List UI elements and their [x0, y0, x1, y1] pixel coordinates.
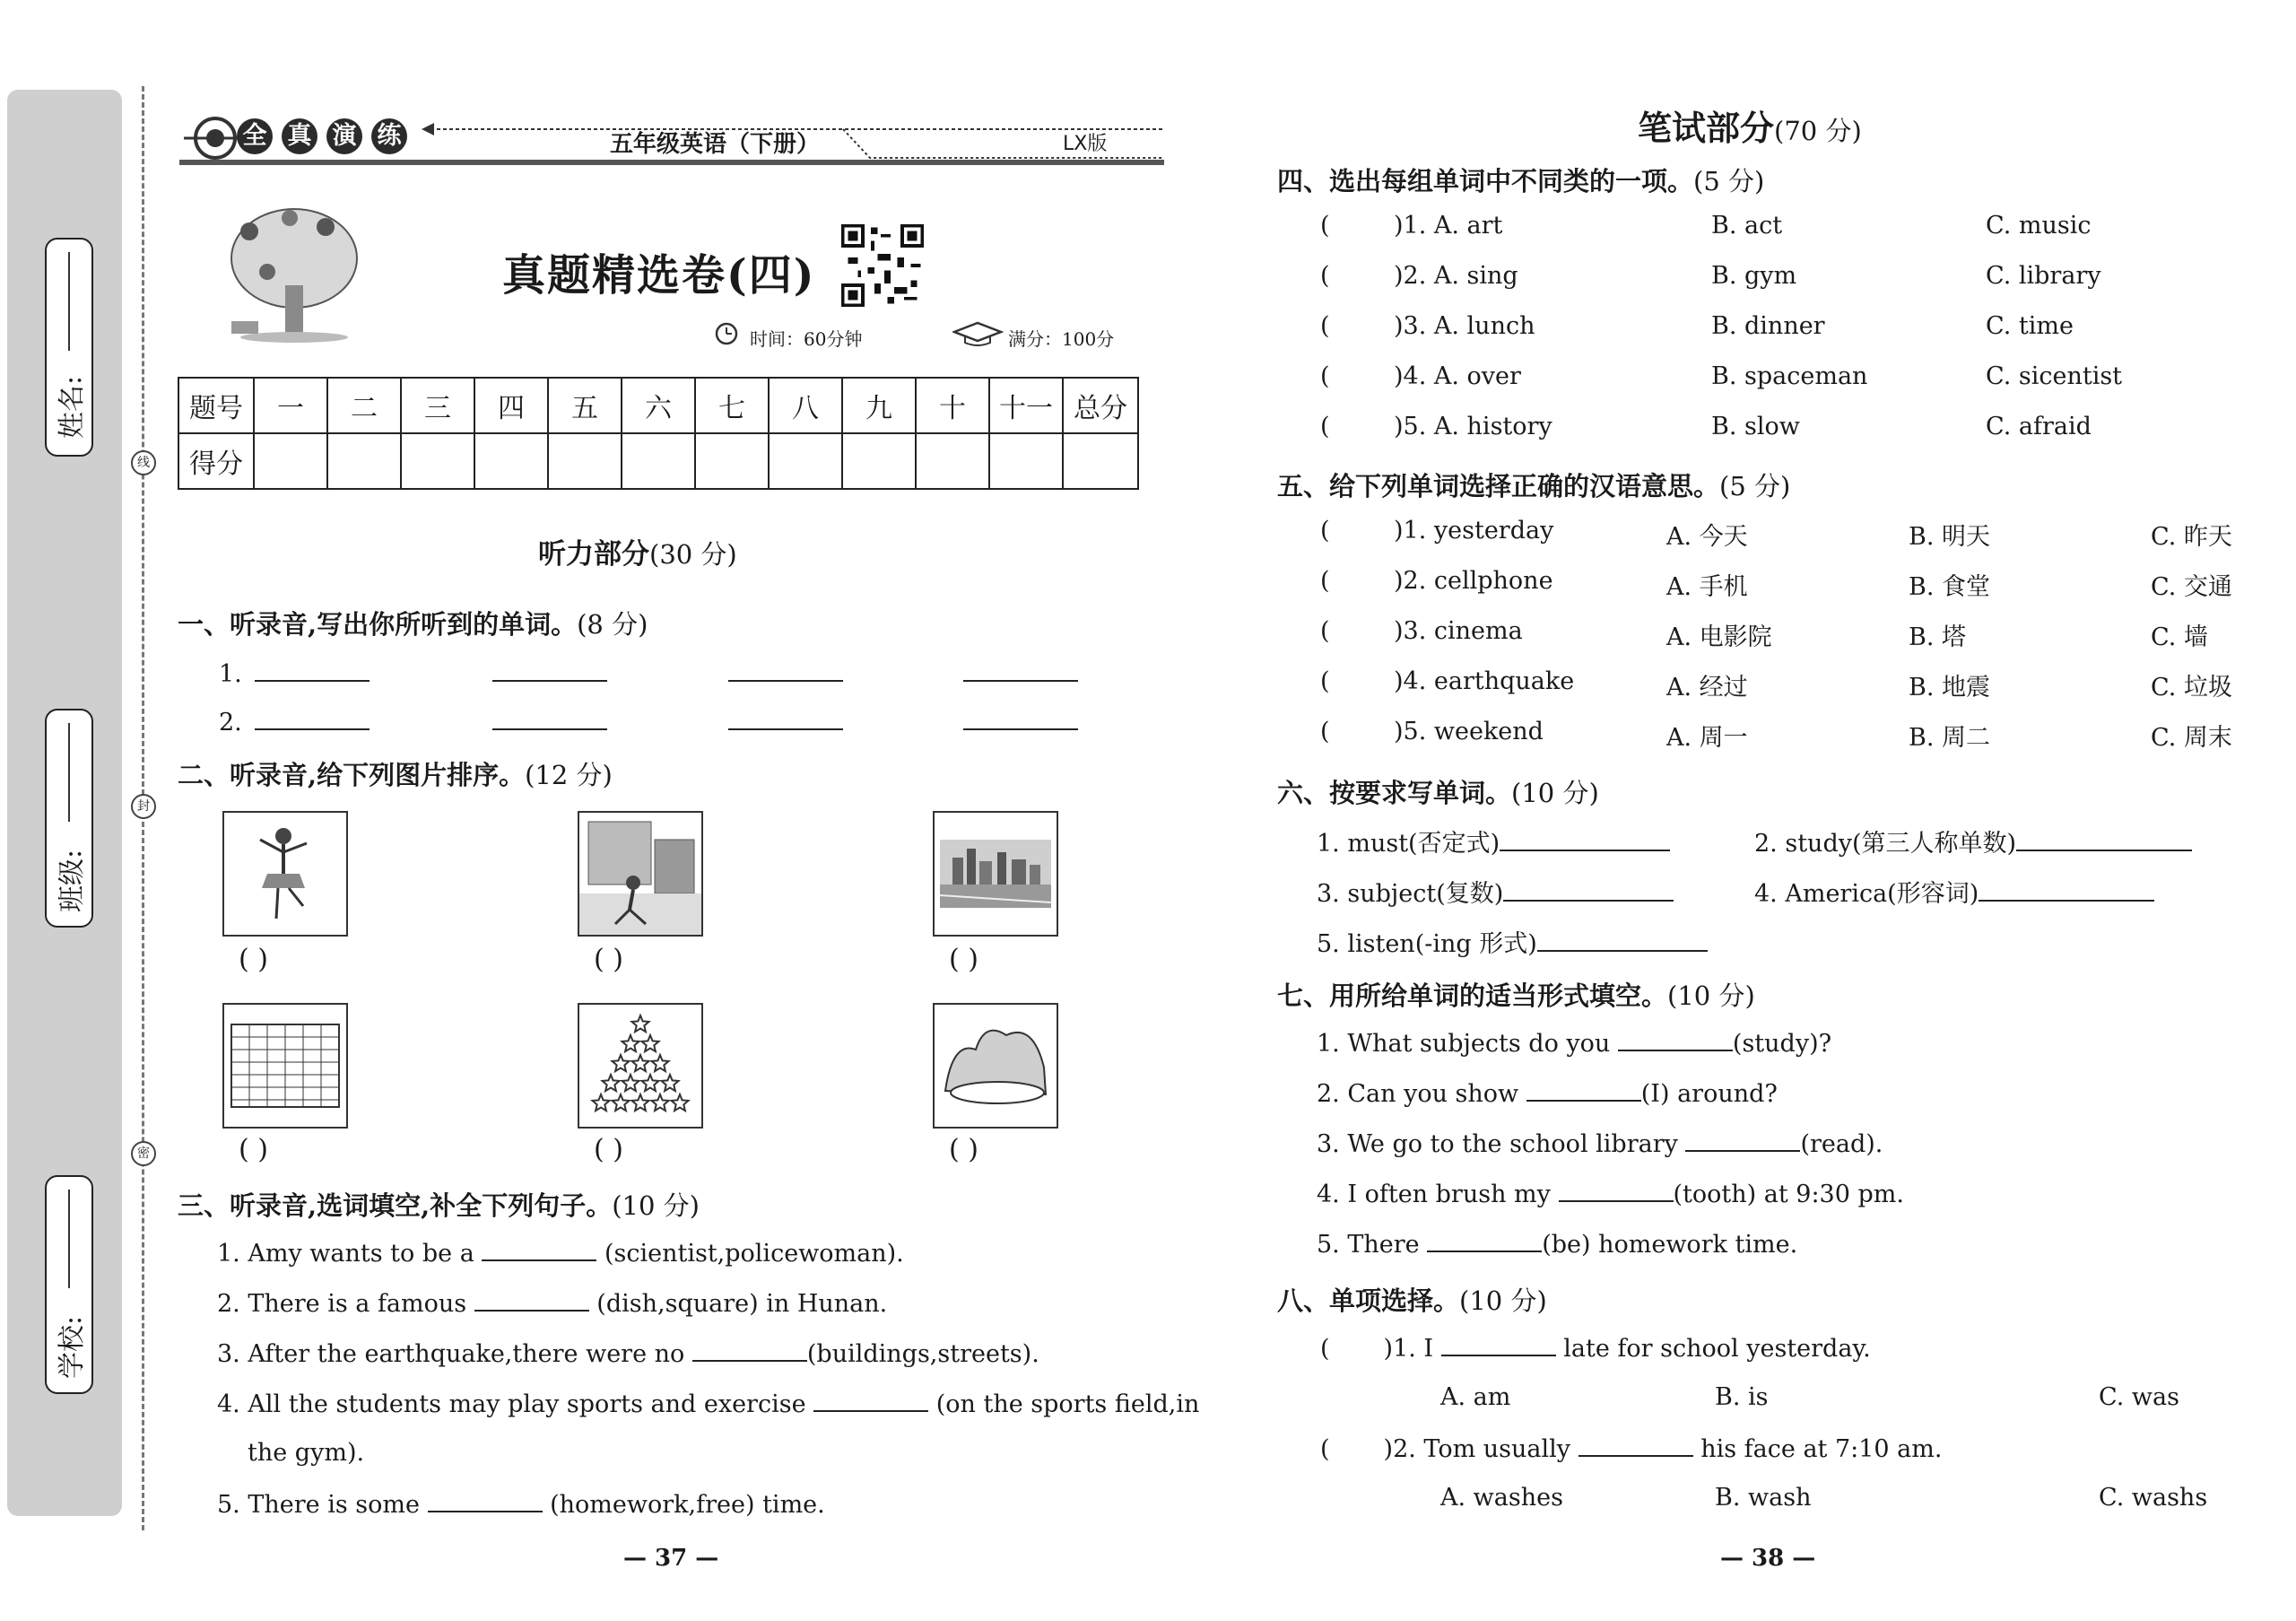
q7-text: 3. We go to the school library [1317, 1130, 1686, 1158]
q3-item-2 [217, 1288, 887, 1318]
star-shape [642, 1075, 659, 1091]
answer-blank[interactable] [428, 1489, 543, 1512]
answer-blank[interactable] [2016, 828, 2192, 851]
answer-blank[interactable] [1441, 1333, 1556, 1356]
q8-text: late for school yesterday. [1555, 1335, 1871, 1363]
q1-title [178, 605, 648, 641]
answer-blank[interactable] [474, 1288, 589, 1312]
q3-text: (homework,free) time. [542, 1491, 825, 1519]
full-score-label: 满分：100分 [1008, 328, 1115, 350]
writing-section-title [1638, 100, 1862, 150]
score-cell[interactable] [327, 433, 401, 489]
answer-blank[interactable] [1578, 1434, 1693, 1457]
answer-blank[interactable] [1618, 1028, 1733, 1051]
target-icon [179, 106, 242, 167]
q8-title [1277, 1281, 1547, 1318]
q6-item-1 [1317, 824, 1670, 858]
q5-item-stem: )2. cellphone [1394, 567, 1553, 595]
q5-option-a: A. 经过 [1666, 674, 1748, 702]
clock-icon [714, 321, 744, 346]
q1-row-2 [219, 707, 1078, 736]
answer-blank[interactable] [963, 707, 1078, 730]
ballet-dancer-icon [222, 811, 348, 937]
score-header: 五 [548, 378, 622, 433]
q7-text: (study)? [1732, 1030, 1832, 1058]
cut-mark-line: 线 [131, 450, 156, 475]
q3-item-4 [217, 1389, 1199, 1418]
q6-item-4 [1754, 874, 2154, 909]
answer-blank[interactable] [492, 658, 607, 682]
answer-blank[interactable] [492, 707, 607, 730]
q6-text: 5. listen(-ing 形式) [1317, 930, 1537, 958]
class-label: 班级: [57, 849, 88, 912]
q7-text: 2. Can you show [1317, 1080, 1526, 1108]
answer-paren[interactable]: ( [1320, 362, 1330, 390]
q3-text: 5. There is some [217, 1491, 428, 1519]
answer-paren[interactable]: ( [1320, 617, 1330, 645]
q7-text: (read). [1800, 1130, 1883, 1158]
answer-paren[interactable]: ( [1320, 517, 1330, 545]
q8-title-text: 八、单项选择。 [1277, 1285, 1460, 1316]
listening-title: 听力部分 [538, 538, 649, 571]
page-number-left: — 37 — [623, 1545, 719, 1572]
q5-title-text: 五、给下列单词选择正确的汉语意思。 [1277, 471, 1720, 501]
answer-paren[interactable]: ( [1320, 262, 1330, 290]
answer-blank[interactable] [1427, 1229, 1542, 1252]
brand-char-2: 真 [282, 118, 317, 154]
score-table-score-row [178, 433, 1138, 489]
q5-option-c: C. 垃圾 [2151, 674, 2232, 702]
q6-item-2 [1754, 824, 2192, 858]
q1-row-1 [219, 658, 1078, 688]
q8-text: )2. Tom usually [1383, 1435, 1578, 1463]
city-skyline-icon [933, 811, 1058, 937]
q4-title [1277, 161, 1764, 198]
q8-item-1 [1320, 1333, 1871, 1363]
score-cell[interactable] [401, 433, 474, 489]
score-table [178, 377, 1139, 490]
q7-title [1277, 976, 1755, 1013]
answer-paren[interactable]: ( ) [239, 944, 268, 975]
answer-blank[interactable] [482, 1238, 596, 1261]
q8-option-2a: A. washes [1440, 1484, 1563, 1512]
q5-option-b: B. 明天 [1909, 523, 1991, 551]
q4-item-stem: )3. A. lunch [1394, 312, 1535, 340]
q8-option-1a: A. am [1440, 1383, 1511, 1411]
header-rule [179, 160, 1164, 165]
qr-code-icon[interactable] [841, 224, 924, 307]
class-field-box[interactable] [45, 709, 93, 928]
q8-points: (10 分) [1459, 1285, 1547, 1316]
q4-item-stem: )5. A. history [1394, 413, 1552, 440]
cut-mark-secret: 密 [131, 1141, 156, 1166]
q8-item-2 [1320, 1434, 1942, 1463]
q3-text: 1. Amy wants to be a [217, 1240, 483, 1268]
brand-char-1: 全 [237, 118, 273, 154]
q6-text: 2. study(第三人称单数) [1754, 830, 2017, 858]
q5-option-c: C. 交通 [2151, 573, 2232, 601]
answer-paren[interactable]: ( [1320, 567, 1330, 595]
q4-option-c: C. library [1986, 262, 2101, 290]
answer-paren[interactable]: ( [1320, 212, 1330, 240]
q4-option-c: C. music [1986, 212, 2092, 240]
answer-blank[interactable] [255, 658, 370, 682]
answer-blank[interactable] [1526, 1078, 1641, 1102]
score-cell[interactable] [695, 433, 769, 489]
q3-item-5 [217, 1489, 825, 1519]
page-number-right: — 38 — [1720, 1545, 1816, 1572]
answer-blank[interactable] [1559, 1179, 1674, 1202]
q6-points: (10 分) [1511, 778, 1599, 808]
q6-item-5 [1317, 924, 1708, 959]
q3-text: (scientist,policewoman). [596, 1240, 904, 1268]
q4-item-stem: )4. A. over [1394, 362, 1521, 390]
q2-title-text: 二、听录音,给下列图片排序。 [178, 760, 526, 790]
q5-option-b: B. 塔 [1909, 623, 1967, 651]
q3-text: 4. All the students may play sports and exercise [217, 1390, 814, 1418]
q8-text: his face at 7:10 am. [1692, 1435, 1943, 1463]
q3-item-4-cont [248, 1439, 364, 1467]
q5-option-b: B. 地震 [1909, 674, 1991, 702]
answer-paren[interactable]: ( ) [949, 1134, 978, 1165]
listening-section-title [538, 531, 737, 571]
score-cell[interactable] [622, 433, 695, 489]
answer-blank[interactable] [692, 1338, 807, 1362]
q6-text: 3. subject(复数) [1317, 880, 1504, 908]
q6-text: 4. America(形容词) [1754, 880, 1979, 908]
q8-option-1b: B. is [1715, 1383, 1769, 1411]
q5-item-stem: )5. weekend [1394, 718, 1544, 745]
q5-item-stem: )3. cinema [1394, 617, 1523, 645]
tree-with-kids-icon [213, 196, 366, 344]
q5-option-c: C. 周末 [2151, 724, 2232, 752]
q5-option-c: C. 昨天 [2151, 523, 2232, 551]
score-header: 十 [916, 378, 989, 433]
answer-blank[interactable] [1503, 878, 1674, 902]
star-shape [672, 1094, 689, 1111]
q8-option-2b: B. wash [1715, 1484, 1812, 1512]
q1-row-label: 1. [219, 660, 242, 688]
score-header: 六 [622, 378, 695, 433]
q3-title-text: 三、听录音,选词填空,补全下列句子。 [178, 1190, 613, 1221]
timetable-icon [222, 1003, 348, 1129]
q5-option-a: A. 手机 [1666, 573, 1748, 601]
score-cell[interactable] [548, 433, 622, 489]
q3-item-3 [217, 1338, 1039, 1368]
q7-title-text: 七、用所给单词的适当形式填空。 [1277, 980, 1668, 1011]
name-field-box[interactable] [45, 238, 93, 457]
score-header: 一 [254, 378, 327, 433]
q4-option-b: B. act [1711, 212, 1783, 240]
score-cell[interactable] [1063, 433, 1138, 489]
writing-title: 笔试部分 [1638, 108, 1775, 148]
star-pyramid-icon [578, 1003, 703, 1129]
score-header: 九 [842, 378, 916, 433]
score-header: 七 [695, 378, 769, 433]
q6-item-3 [1317, 874, 1674, 909]
score-cell[interactable] [916, 433, 989, 489]
writing-points: (70 分) [1774, 116, 1862, 146]
q4-item-stem: )1. A. art [1394, 212, 1503, 240]
score-header: 题号 [178, 378, 254, 433]
score-header: 总分 [1063, 378, 1138, 433]
answer-blank[interactable] [813, 1389, 928, 1412]
grade-label: 五年级英语（下册） [610, 131, 821, 158]
q4-points: (5 分) [1693, 166, 1765, 196]
graduation-cap-icon [952, 321, 1006, 346]
q7-text: 5. There [1317, 1231, 1428, 1259]
q3-text: (buildings,streets). [806, 1340, 1039, 1368]
q2-points: (12 分) [525, 760, 613, 790]
q5-option-b: B. 食堂 [1909, 573, 1991, 601]
q7-item-4 [1317, 1179, 1904, 1208]
mountain-landscape-icon [933, 1003, 1058, 1129]
score-cell[interactable] [842, 433, 916, 489]
answer-blank[interactable] [1537, 928, 1708, 952]
star-shape [622, 1075, 639, 1091]
q5-points: (5 分) [1719, 471, 1791, 501]
q7-item-5 [1317, 1229, 1797, 1259]
q6-title [1277, 773, 1599, 810]
q5-item-stem: )4. earthquake [1394, 667, 1575, 695]
answer-blank[interactable] [728, 707, 843, 730]
name-label: 姓名: [57, 375, 88, 439]
q7-text: (tooth) at 9:30 pm. [1673, 1181, 1904, 1208]
q6-text: 1. must(否定式) [1317, 830, 1500, 858]
school-label: 学校: [57, 1315, 88, 1379]
star-shape [593, 1094, 610, 1111]
star-shape [642, 1035, 659, 1051]
q7-text: 1. What subjects do you [1317, 1030, 1618, 1058]
score-cell[interactable] [769, 433, 842, 489]
score-header: 四 [474, 378, 548, 433]
q1-title-text: 一、听录音,写出你所听到的单词。 [178, 609, 578, 640]
score-table-header-row [178, 378, 1138, 433]
q7-text: 4. I often brush my [1317, 1181, 1559, 1208]
binding-strip [7, 90, 122, 1516]
score-header: 八 [769, 378, 842, 433]
answer-blank[interactable] [1685, 1129, 1800, 1152]
q3-title [178, 1186, 700, 1223]
star-shape [662, 1075, 679, 1091]
q5-option-a: A. 周一 [1666, 724, 1748, 752]
q7-text: (I) around? [1640, 1080, 1778, 1108]
q7-item-2 [1317, 1078, 1778, 1108]
score-row-label: 得分 [178, 433, 254, 489]
answer-paren[interactable]: ( ) [594, 1134, 623, 1165]
answer-blank[interactable] [255, 707, 370, 730]
q7-item-3 [1317, 1129, 1883, 1158]
score-cell[interactable] [254, 433, 327, 489]
q4-title-text: 四、选出每组单词中不同类的一项。 [1277, 166, 1694, 196]
q4-item-stem: )2. A. sing [1394, 262, 1518, 290]
answer-blank[interactable] [963, 658, 1078, 682]
answer-paren[interactable]: ( [1320, 413, 1330, 440]
q5-option-a: A. 电影院 [1666, 623, 1772, 651]
star-shape [622, 1035, 639, 1051]
brand-char-3: 演 [326, 118, 362, 154]
answer-paren[interactable]: ( [1320, 667, 1330, 695]
q3-text: (on the sports field,in [928, 1390, 1200, 1418]
q7-points: (10 分) [1667, 980, 1755, 1011]
q3-text: 3. After the earthquake,there were no [217, 1340, 692, 1368]
answer-paren[interactable]: ( [1320, 312, 1330, 340]
score-cell[interactable] [989, 433, 1063, 489]
answer-paren[interactable]: ( ) [239, 1134, 268, 1165]
q8-option-1c: C. was [2099, 1383, 2179, 1411]
q1-points: (8 分) [577, 609, 648, 640]
star-shape [652, 1055, 669, 1071]
star-shape [632, 1055, 649, 1071]
score-header: 十一 [989, 378, 1063, 433]
star-shape [652, 1094, 669, 1111]
score-header: 三 [401, 378, 474, 433]
q4-option-c: C. sicentist [1986, 362, 2123, 390]
q4-option-b: B. dinner [1711, 312, 1825, 340]
q5-option-b: B. 周二 [1909, 724, 1991, 752]
q7-item-1 [1317, 1028, 1831, 1058]
q4-option-b: B. gym [1711, 262, 1797, 290]
q3-text: (dish,square) in Hunan. [588, 1290, 888, 1318]
q5-title [1277, 466, 1790, 503]
score-header: 二 [327, 378, 401, 433]
q3-points: (10 分) [612, 1190, 700, 1221]
answer-blank[interactable] [728, 658, 843, 682]
q4-option-b: B. slow [1711, 413, 1800, 440]
star-shape [613, 1055, 630, 1071]
answer-paren[interactable]: ( [1320, 1435, 1330, 1463]
cut-mark-seal: 封 [131, 794, 156, 819]
star-shape [632, 1094, 649, 1111]
answer-paren[interactable]: ( ) [594, 944, 623, 975]
q6-title-text: 六、按要求写单词。 [1277, 778, 1512, 808]
q1-row-label: 2. [219, 709, 242, 736]
score-cell[interactable] [474, 433, 548, 489]
q5-item-stem: )1. yesterday [1394, 517, 1554, 545]
answer-paren[interactable]: ( [1320, 1335, 1330, 1363]
answer-blank[interactable] [1500, 828, 1670, 851]
q3-item-1 [217, 1238, 904, 1268]
time-label: 时间：60分钟 [750, 328, 863, 350]
q3-text: the gym). [248, 1439, 365, 1467]
q4-option-c: C. afraid [1986, 413, 2092, 440]
q8-option-2c: C. washs [2099, 1484, 2208, 1512]
edition-label: LX版 [1063, 133, 1108, 155]
q2-title [178, 755, 613, 792]
brand-char-4: 练 [371, 118, 407, 154]
listening-points: (30 分) [649, 539, 737, 570]
star-shape [632, 1015, 649, 1032]
school-field-box[interactable] [45, 1175, 93, 1394]
q5-option-a: A. 今天 [1666, 523, 1748, 551]
q8-text: )1. I [1383, 1335, 1441, 1363]
answer-paren[interactable]: ( [1320, 718, 1330, 745]
q5-option-c: C. 墙 [2151, 623, 2208, 651]
q7-text: (be) homework time. [1542, 1231, 1798, 1259]
paper-title: 真题精选卷(四) [502, 250, 816, 301]
q4-option-b: B. spaceman [1711, 362, 1868, 390]
star-shape [603, 1075, 620, 1091]
answer-blank[interactable] [1979, 878, 2154, 902]
q3-text: 2. There is a famous [217, 1290, 474, 1318]
running-boy-icon [578, 811, 703, 937]
q4-option-c: C. time [1986, 312, 2074, 340]
star-shape [613, 1094, 630, 1111]
answer-paren[interactable]: ( ) [949, 944, 978, 975]
